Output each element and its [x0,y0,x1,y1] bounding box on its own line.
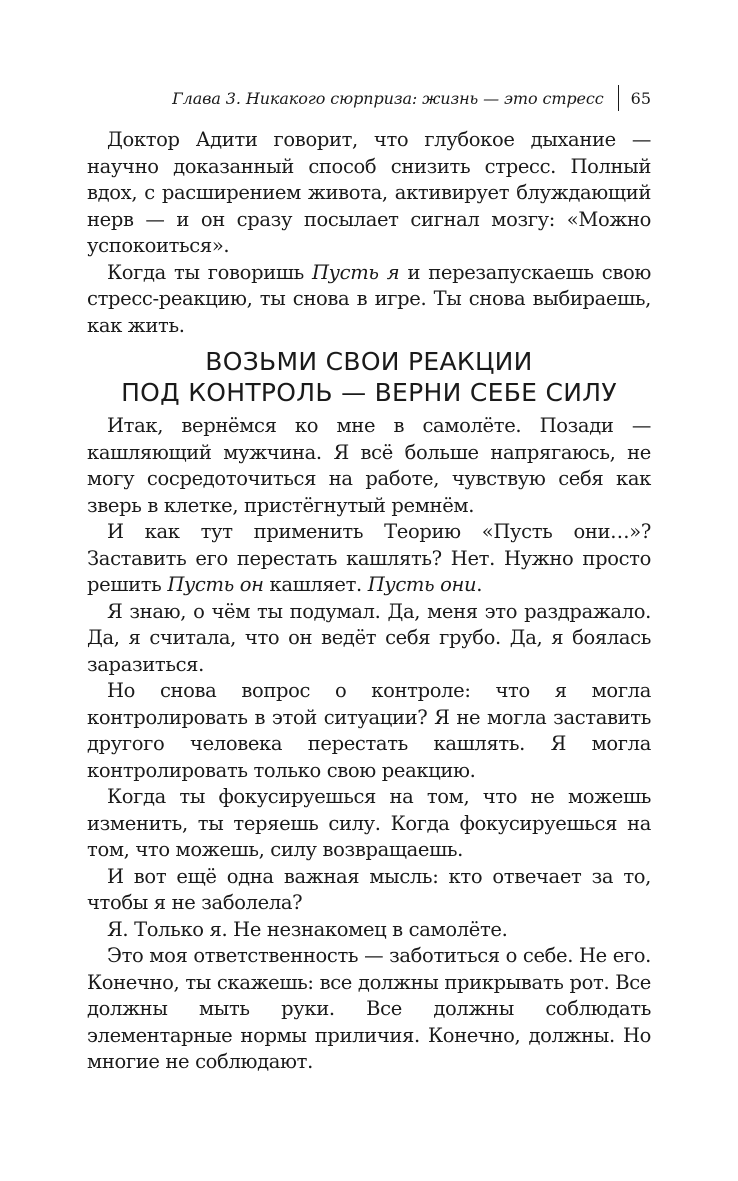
section-text-block [87,413,651,1076]
paragraph-text: и перезапускаешь свою стресс-реакцию, ты снова в игре. Ты снова выбираешь, как жить. [87,260,651,337]
intro-text-block [87,127,651,339]
paragraph-text: И как тут применить Теорию «Пусть они…»? Заставить его перестать кашлять? Нет. Нужно просто решить [87,520,651,596]
paragraph [87,519,651,599]
paragraph-text: . [476,573,483,596]
section-heading [87,346,651,408]
paragraph-italic-text: Пусть они [367,573,477,596]
running-head [172,84,651,112]
running-head-divider [618,85,619,111]
paragraph: Итак, вернёмся ко мне в самолёте. Позади — кашляющий мужчина. Я всё больше напрягаюсь, не могу сосредоточиться на работе, чувствую себя как зверь в клетке, пристёгнутый ремнём. [87,414,651,517]
running-head-chapter-title: Глава 3. Никакого сюрприза: жизнь — это стресс [172,88,604,108]
paragraph: Но снова вопрос о контроле: что я могла контролировать в этой ситуации? Я не могла заставить другого человека перестать кашлять. Я могла контролировать только свою реакцию. [87,679,651,782]
section-heading-line-1: ВОЗЬМИ СВОИ РЕАКЦИИ [205,347,533,376]
paragraph-text: Когда ты говоришь [107,260,313,284]
paragraph: Я знаю, о чём ты подумал. Да, меня это раздражало. Да, я считала, что он ведёт себя грубо. Да, я боялась заразиться. [87,599,651,676]
paragraph-italic-text: Пусть он [167,573,264,596]
paragraph: Я. Только я. Не незнакомец в самолёте. [107,917,508,941]
paragraph: Когда ты фокусируешься на том, что не можешь изменить, ты теряешь силу. Когда фокусируешься на том, что можешь, силу возвращаешь. [87,785,651,861]
paragraph-italic-text: Пусть я [312,260,400,284]
paragraph: И вот ещё одна важная мысль: кто отвечает за то, чтобы я не заболела? [87,864,651,914]
paragraph [87,260,651,340]
page-number: 65 [630,88,651,108]
section-heading-line-2: ПОД КОНТРОЛЬ — ВЕРНИ СЕБЕ СИЛУ [121,378,617,407]
paragraph: Это моя ответственность — заботиться о себе. Не его. Конечно, ты скажешь: все должны прикрывать рот. Все должны мыть руки. Все должны соблюдать элементарные нормы приличия. Конечно, должны. Но многие не соблюдают. [87,944,651,1073]
paragraph: Доктор Адити говорит, что глубокое дыхание — научно доказанный способ снизить стресс. Полный вдох, с расширением живота, активирует блуждающий нерв — и он сразу посылает сигнал мозгу: «Можно успокоиться». [87,128,651,257]
paragraph-text: кашляет. [263,573,368,596]
